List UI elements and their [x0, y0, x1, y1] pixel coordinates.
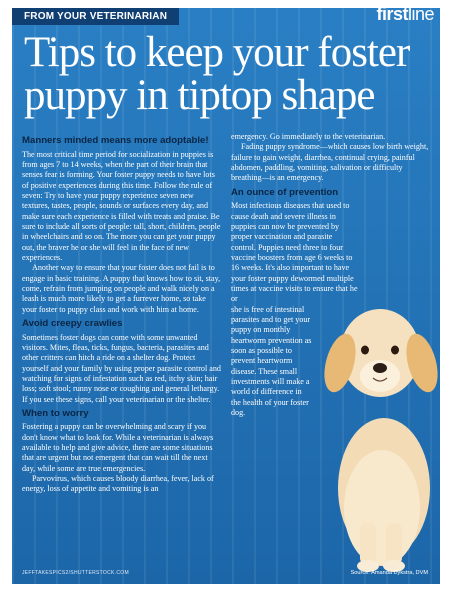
article-page [12, 8, 440, 584]
heading-creepy-crawlies: Avoid creepy crawlies [22, 318, 123, 329]
paragraph-fading-puppy: Fading puppy syndrome—which causes low birth weight, failure to gain weight, diarrhea, continual crying, painful abdomen, paddling, vomiting, salivation or difficulty breathing—is an emergency. [231, 142, 429, 183]
brand-logo [376, 8, 434, 25]
paragraph-socialization: The most critical time period for socialization in puppies is from ages 7 to 14 weeks, when the part of their brain that senses fear is forming. Your foster puppy needs to have lots of positive experiences during this time. Follow the rule of seven: Try to have your puppy experience seven new textures, tastes, people, sounds or surfaces every day, and make sure each experience is filled with treats and praise. Be sure to include all sorts of people: tall, short, children, people in wheelchairs and so on. The more you can get your puppy out, the braver he or she will feel in the face of new experiences. [22, 149, 221, 262]
paragraph-fostering: Fostering a puppy can be overwhelming and scary if you don't know what to look for. While a veterinarian is always available to help and give advice, there are some situations that are urgent but not emergent that can wait till the next day, while some are true emergencies. [22, 422, 214, 473]
brand-logo-light: line [407, 8, 434, 24]
heading-manners: Manners minded means more adoptable! [22, 135, 209, 146]
paragraph-heartworm: she is free of intestinal parasites and to get your puppy on monthly heartworm prevention as soon as possible to prevent heartworm disease. These small investments will make a world of difference in the health of your foster dog. [231, 304, 312, 418]
brand-logo-bold: first [376, 8, 408, 24]
heading-when-to-worry: When to worry [22, 407, 89, 419]
paragraph-parvovirus: Parvovirus, which causes bloody diarrhea, fever, lack of energy, loss of appetite and vomiting is an [22, 474, 214, 494]
left-column [22, 132, 222, 495]
photo-credit: JEFFTAKESPICS2/SHUTTERSTOCK.COM [22, 570, 129, 576]
paragraph-vaccination: Most infectious diseases that used to cause death and severe illness in puppies can now be prevented by proper vaccination and parasite control. Puppies need three to four vaccine boosters from age 6 weeks to 16 weeks. It's also important to have your foster puppy dewormed multiple times at vaccine visits to ensure that he or [231, 201, 358, 304]
section-tag: FROM YOUR VETERINARIAN [12, 8, 179, 25]
puppy-photo [312, 258, 440, 576]
paragraph-emergency: emergency. Go immediately to the veterinarian. [231, 132, 386, 141]
paragraph-training: Another way to ensure that your foster does not fail is to engage in basic training. A puppy that knows how to sit, stay, come, refrain from jumping on people and walk nicely on a leash is much more likely to get a furrever home, so take your foster to puppy class and work with him at home. [22, 263, 221, 314]
headline: Tips to keep your foster puppy in tiptop shape [24, 29, 410, 119]
paragraph-parasites: Sometimes foster dogs can come with some unwanted visitors. Mites, fleas, ticks, fungus, bacteria, parasites and other critters can hitch a ride on a shelter dog. Protect yourself and your family by using proper parasite control and watching for signs of infestation such as red, itchy skin; hair loss; soft stool; runny nose or coughing and general lethargy. If you see these signs, call your veterinarian or the shelter. [22, 332, 221, 404]
heading-prevention: An ounce of prevention [231, 186, 339, 198]
source-credit: Source: Amanda Dykstra, DVM [350, 570, 428, 576]
